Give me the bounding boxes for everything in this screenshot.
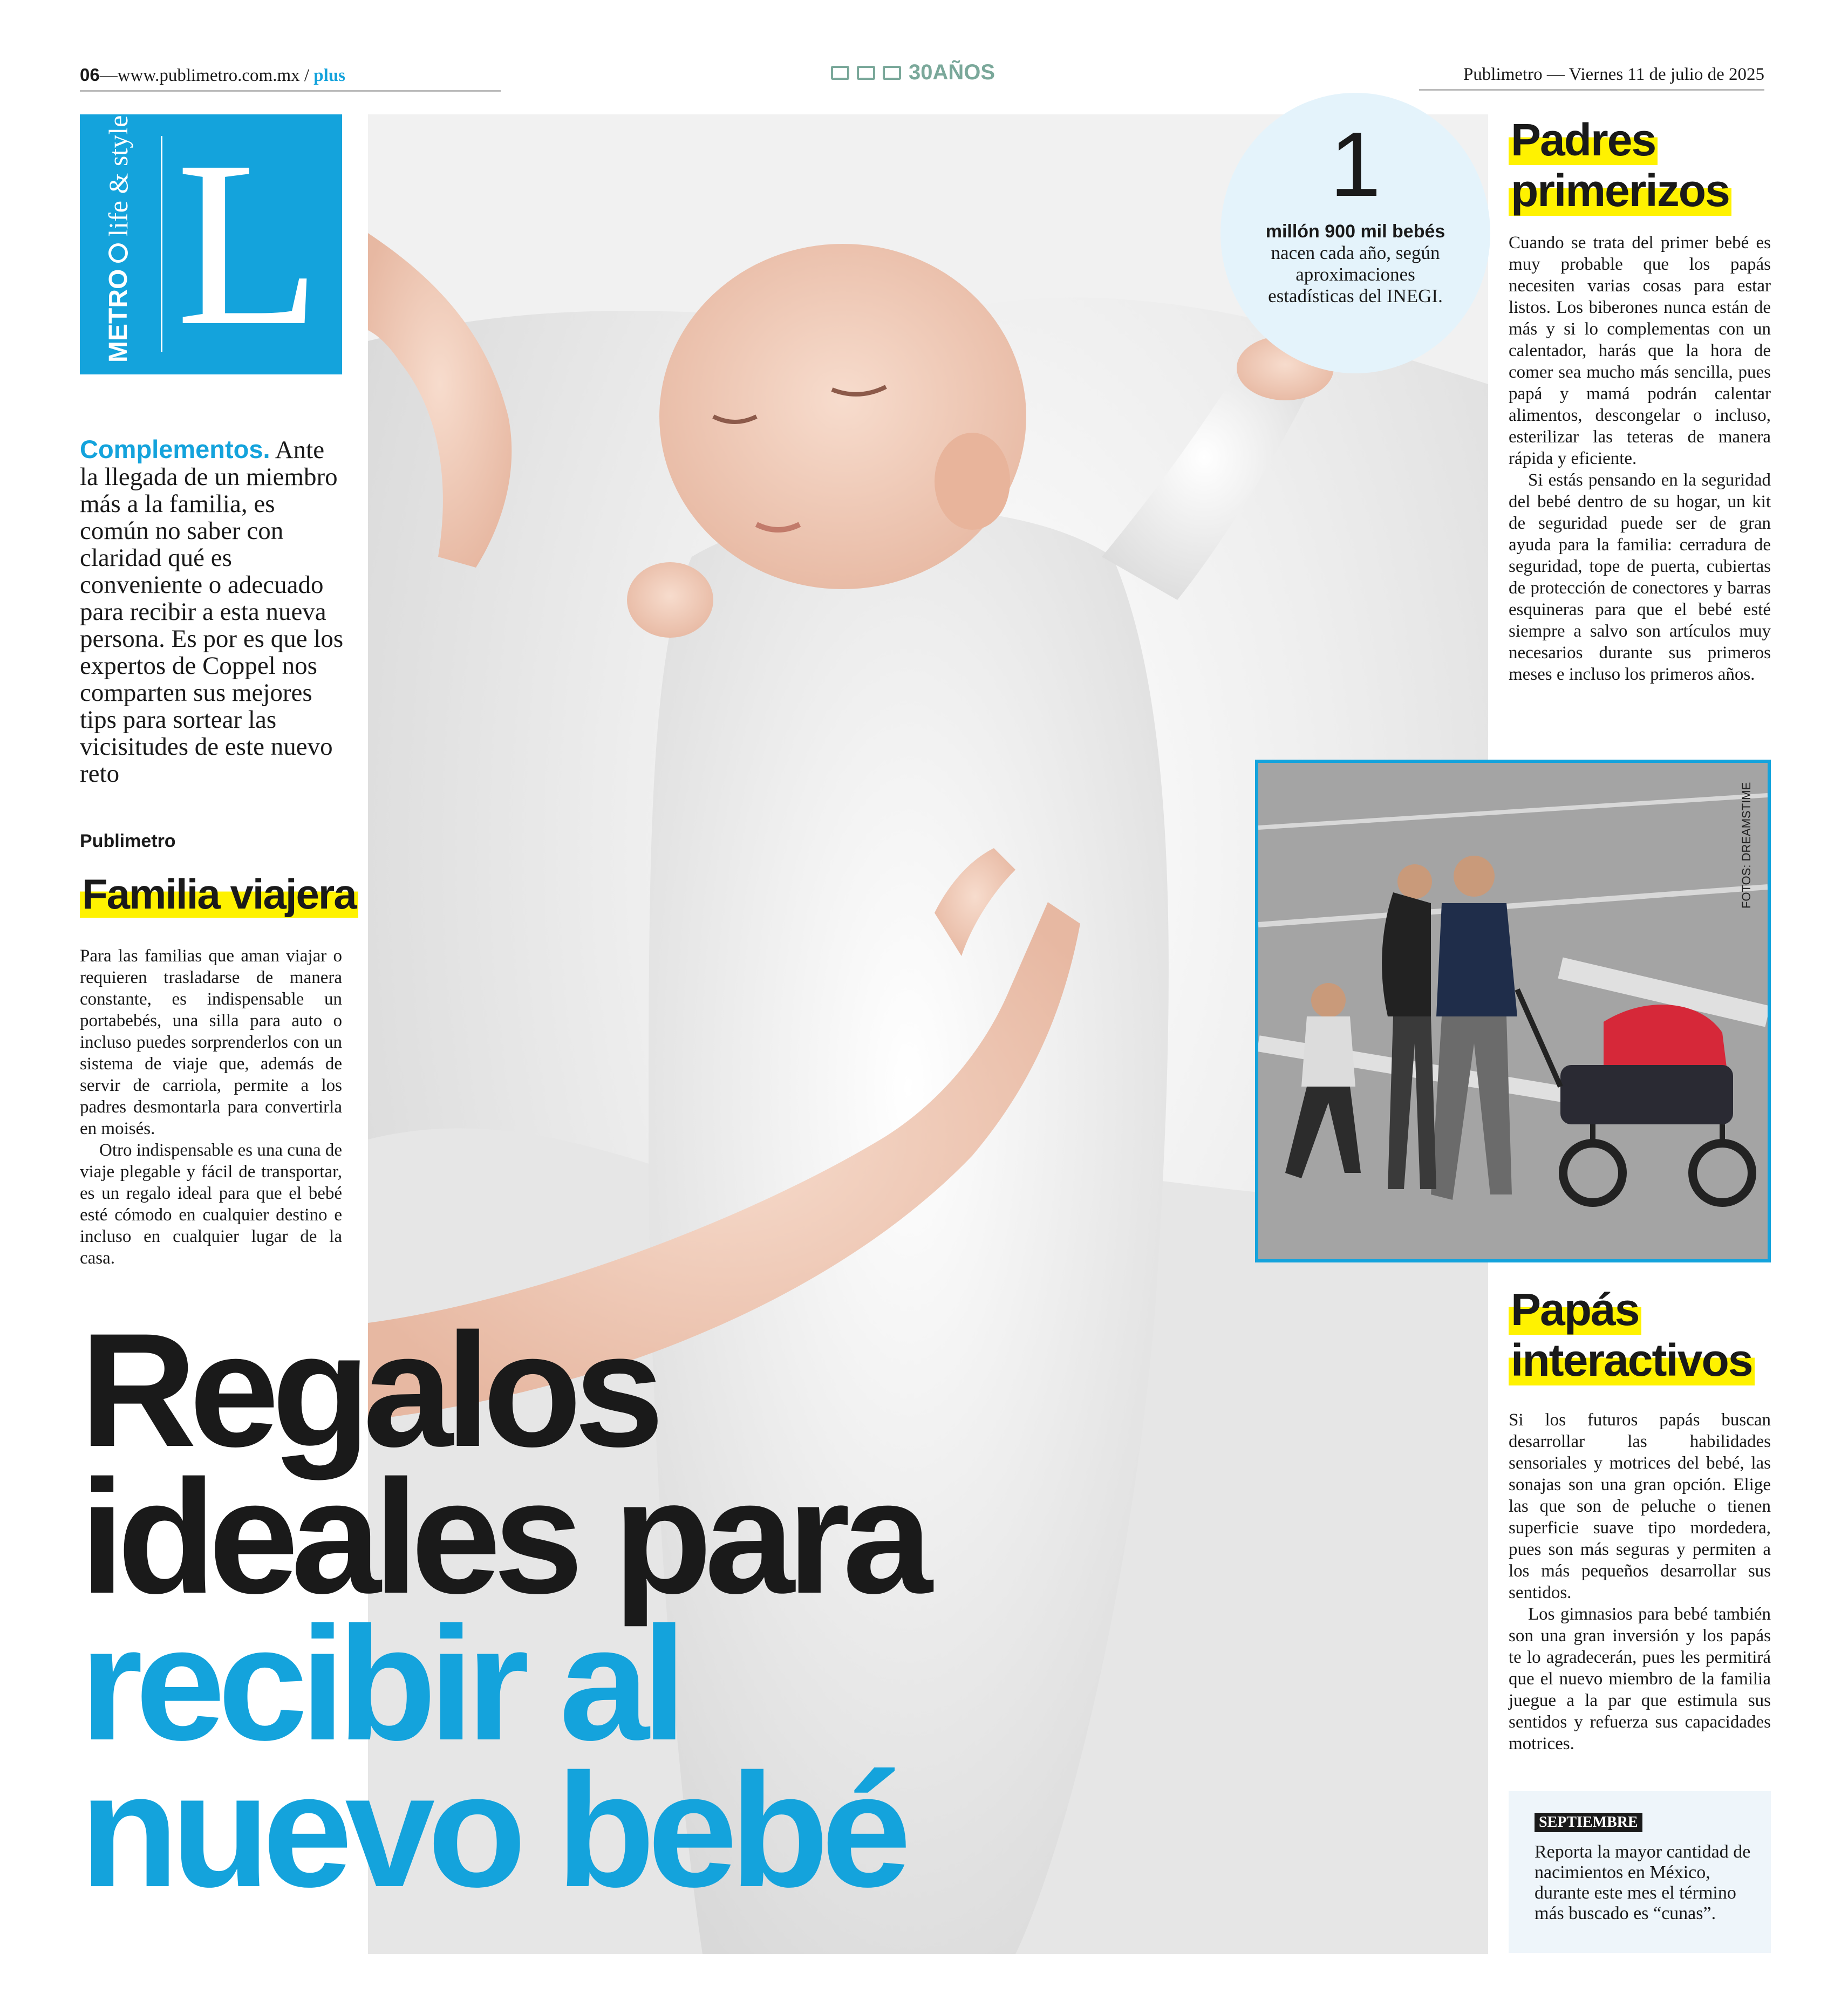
- family-stroller-illustration: [1258, 763, 1768, 1259]
- subhead-line: primerizos: [1509, 165, 1731, 216]
- stat-description: nacen cada año, según aproximaciones estadísticas del INEGI.: [1268, 242, 1443, 306]
- anniversary-text: 30AÑOS: [909, 60, 995, 84]
- fact-box: [1509, 1791, 1771, 1953]
- section-label: life & style: [103, 115, 133, 237]
- article-familia: [80, 945, 342, 1269]
- logo-block-icon: [857, 66, 875, 80]
- paragraph: Los gimnasios para bebé también son una gran inversión y los papás te lo agradecerán, pues les permitirá que el nuevo miembro de la familia juegue a la par que estimula sus sentidos y refuerza sus capacidades motrices.: [1509, 1605, 1771, 1753]
- paragraph: Si los futuros papás buscan desarrollar las habilidades sensoriales y motrices del bebé, las sonajas son una gran opción. Elige las que son de peluche o tienen superficie suave tipo mordedera, pues son más seguras y permiten a los más pequeños desarrollar sus sentidos.: [1509, 1410, 1771, 1602]
- site-url: —www.publimetro.com.mx /: [99, 66, 314, 85]
- paragraph: Cuando se trata del primer bebé es muy probable que los papás necesiten varias cosas para estar listos. Los biberones nunca están de más y si lo complementas con un calentador, harás que la hora de comer sea mucho más sencilla, pues papá y mamá podrán calentar alimentos, descongelar o incluso, esterilizar las teteras de manera rápida y eficiente.: [1509, 233, 1771, 468]
- subhead-line: Papás: [1509, 1284, 1641, 1335]
- byline: Publimetro: [80, 831, 176, 851]
- headline-line: Regalos: [80, 1299, 657, 1480]
- fact-box-label: SEPTIEMBRE: [1535, 1813, 1642, 1832]
- intro-text: Ante la llegada de un miembro más a la familia, es común no saber con claridad qué es conveniente o adecuado para recibir a esta nueva persona. Es por es que los expertos de Coppel nos comparten sus mejores tips para sortear las vicisitudes de este nuevo reto: [80, 436, 344, 788]
- subhead-line: interactivos: [1509, 1335, 1755, 1385]
- brand-name: METRO: [104, 269, 133, 363]
- family-stroller-photo: [1255, 760, 1771, 1262]
- article-papas: [1509, 1409, 1771, 1755]
- main-headline: [80, 1299, 925, 1921]
- logo-block-icon: [883, 66, 901, 80]
- subhead-text: Familia viajera: [80, 870, 358, 918]
- fact-box-text: Reporta la mayor cantidad de nacimientos en México, durante este mes el término más buscado es “cunas”.: [1535, 1842, 1751, 1923]
- paragraph: Para las familias que aman viajar o requieren trasladarse de manera constante, es indispensable un portabebés, una silla para auto o incluso puedes sorprenderlos con un sistema de viaje que, además de servir de carriola, permite a los padres desmontarla para convertirla en moisés.: [80, 946, 342, 1138]
- subhead-padres-primerizos: [1509, 114, 1731, 216]
- headline-line: ideales para: [80, 1446, 925, 1627]
- article-padres: [1509, 232, 1771, 685]
- page-number: 06: [80, 65, 100, 85]
- photo-credit: FOTOS: DREAMSTIME: [1740, 782, 1753, 909]
- date-line: Publimetro — Viernes 11 de julio de 2025: [1419, 65, 1764, 91]
- headline-line: recibir al: [80, 1593, 679, 1774]
- subhead-familia-viajera: [80, 870, 358, 918]
- paragraph: Otro indispensable es una cuna de viaje plegable y fácil de transportar, es un regalo ideal para que el bebé esté cómodo en cualquier destino e incluso en cualquier lugar de la casa.: [80, 1141, 342, 1268]
- globe-icon: [108, 243, 128, 263]
- intro-paragraph: [80, 436, 344, 787]
- section-vertical-label: [103, 115, 134, 363]
- divider: [161, 136, 162, 352]
- stat-highlight: millón 900 mil bebés: [1265, 221, 1445, 242]
- stat-number: 1: [1329, 113, 1381, 216]
- stat-bubble: [1220, 93, 1490, 373]
- paragraph: Si estás pensando en la seguridad del bebé dentro de su hogar, un kit de seguridad puede ser de gran ayuda para la familia: cerradura de seguridad, tope de puerta, cubiertas de protección de conectores y barras esquineras para que el bebé esté siempre a salvo son artículos muy necesarios durante sus primeros meses e incluso los primeros años.: [1509, 470, 1771, 684]
- page-folio: [80, 65, 501, 92]
- subhead-line: Padres: [1509, 114, 1658, 165]
- section-letter: L: [176, 112, 321, 375]
- headline-line: nuevo bebé: [80, 1739, 904, 1921]
- section-name: plus: [313, 66, 346, 85]
- anniversary-logo: [831, 60, 995, 85]
- logo-block-icon: [831, 66, 849, 80]
- intro-lead: Complementos.: [80, 435, 270, 463]
- section-badge: [80, 114, 342, 374]
- subhead-papas-interactivos: [1509, 1284, 1755, 1385]
